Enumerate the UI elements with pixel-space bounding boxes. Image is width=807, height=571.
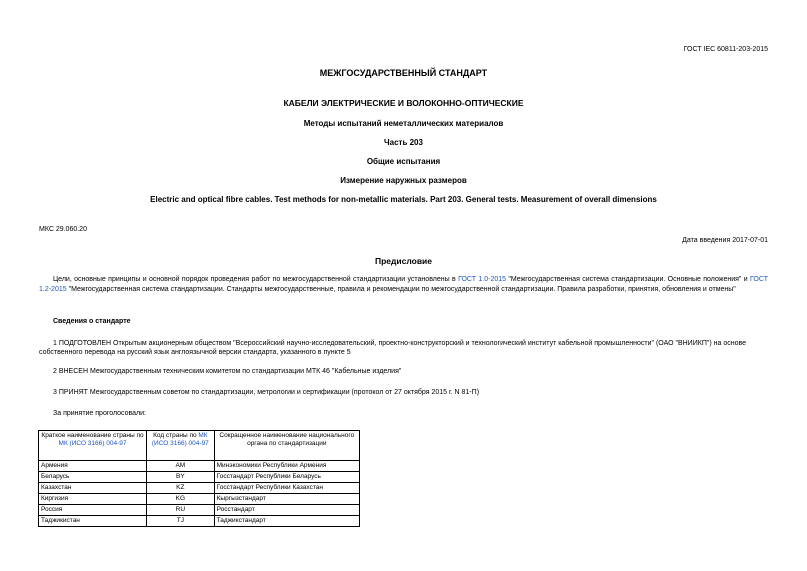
voting-countries-table bbox=[38, 430, 360, 527]
about-standard-heading: Сведения о стандарте bbox=[53, 318, 131, 325]
item-prepared-line2: собственного перевода на русский язык англоязычной версии стандарта, указанного в пункте 5 bbox=[39, 349, 351, 356]
standard-title: КАБЕЛИ ЭЛЕКТРИЧЕСКИЕ И ВОЛОКОННО-ОПТИЧЕСКИЕ bbox=[283, 98, 524, 108]
table-row: Армения AM Минэкономики Республики Армения bbox=[39, 461, 360, 472]
mks-code: МКС 29.060.20 bbox=[39, 226, 87, 233]
standard-subtitle-part: Часть 203 bbox=[384, 138, 423, 147]
introduction-date: Дата введения 2017-07-01 bbox=[682, 237, 768, 244]
header-country-name: Краткое наименование страны по МК (ИСО 3166) 004-97 bbox=[39, 431, 147, 461]
item-prepared-line1: 1 ПОДГОТОВЛЕН Открытым акционерным обществом "Всероссийский научно-исследовательский, проектно-конструкторский и технологический институт кабельной промышленности" (ОАО "ВНИИКП") на основе bbox=[53, 340, 746, 347]
item-adopted: 3 ПРИНЯТ Межгосударственным советом по стандартизации, метрологии и сертификации (протокол от 27 октября 2015 г. N 81-П) bbox=[53, 389, 480, 396]
table-row: Таджикистан TJ Таджикстандарт bbox=[39, 516, 360, 527]
header-national-body: Сокращенное наименование национального органа по стандартизации bbox=[214, 431, 359, 461]
standard-subtitle-measurement: Измерение наружных размеров bbox=[340, 176, 467, 185]
standard-subtitle-general: Общие испытания bbox=[366, 157, 441, 166]
item-submitted: 2 ВНЕСЕН Межгосударственным техническим комитетом по стандартизации МТК 46 "Кабельные изделия" bbox=[53, 368, 402, 375]
english-title: Electric and optical fibre cables. Test methods for non-metallic materials. Part 203. General tests. Measurement of overall dimensions bbox=[150, 195, 657, 204]
document-code: ГОСТ IEC 60811-203-2015 bbox=[683, 46, 768, 53]
table-header-row bbox=[39, 431, 360, 461]
voted-label: За принятие проголосовали: bbox=[53, 410, 146, 417]
standard-subtitle-methods: Методы испытаний неметаллических материалов bbox=[303, 119, 504, 128]
table-row: Россия RU Росстандарт bbox=[39, 505, 360, 516]
gost-1-0-link[interactable]: ГОСТ 1.0-2015 bbox=[458, 276, 507, 283]
header-country-code: Код страны по МК (ИСО 3166) 004-97 bbox=[147, 431, 215, 461]
foreword-paragraph: Цели, основные принципы и основной порядок проведения работ по межгосударственной стандартизации установлены в ГОСТ 1.0-2015 "Межгосударственная система стандартизации. Основные положения" и ГОСТ 1.2-2015 "Межгосударственная система стандартизации. Стандарты межгосударственные, правила и рекомендации по межгосударственной стандартизации. Правила разработки, принятия, обновления и отмены" bbox=[39, 276, 768, 293]
standard-type-heading: МЕЖГОСУДАРСТВЕННЫЙ СТАНДАРТ bbox=[319, 68, 488, 78]
mk-iso-link[interactable]: МК (ИСО 3166) 004-97 bbox=[58, 440, 127, 447]
mk-iso-link[interactable]: МК (ИСО 3166) 004-97 bbox=[151, 432, 209, 447]
gost-1-2-link[interactable]: ГОСТ 1.2-2015 bbox=[39, 276, 768, 293]
table-row: Киргизия KG Кыргызстандарт bbox=[39, 494, 360, 505]
foreword-title: Предисловие bbox=[374, 256, 433, 266]
table-row: Казахстан KZ Госстандарт Республики Казахстан bbox=[39, 483, 360, 494]
table-row: Беларусь BY Госстандарт Республики Беларусь bbox=[39, 472, 360, 483]
